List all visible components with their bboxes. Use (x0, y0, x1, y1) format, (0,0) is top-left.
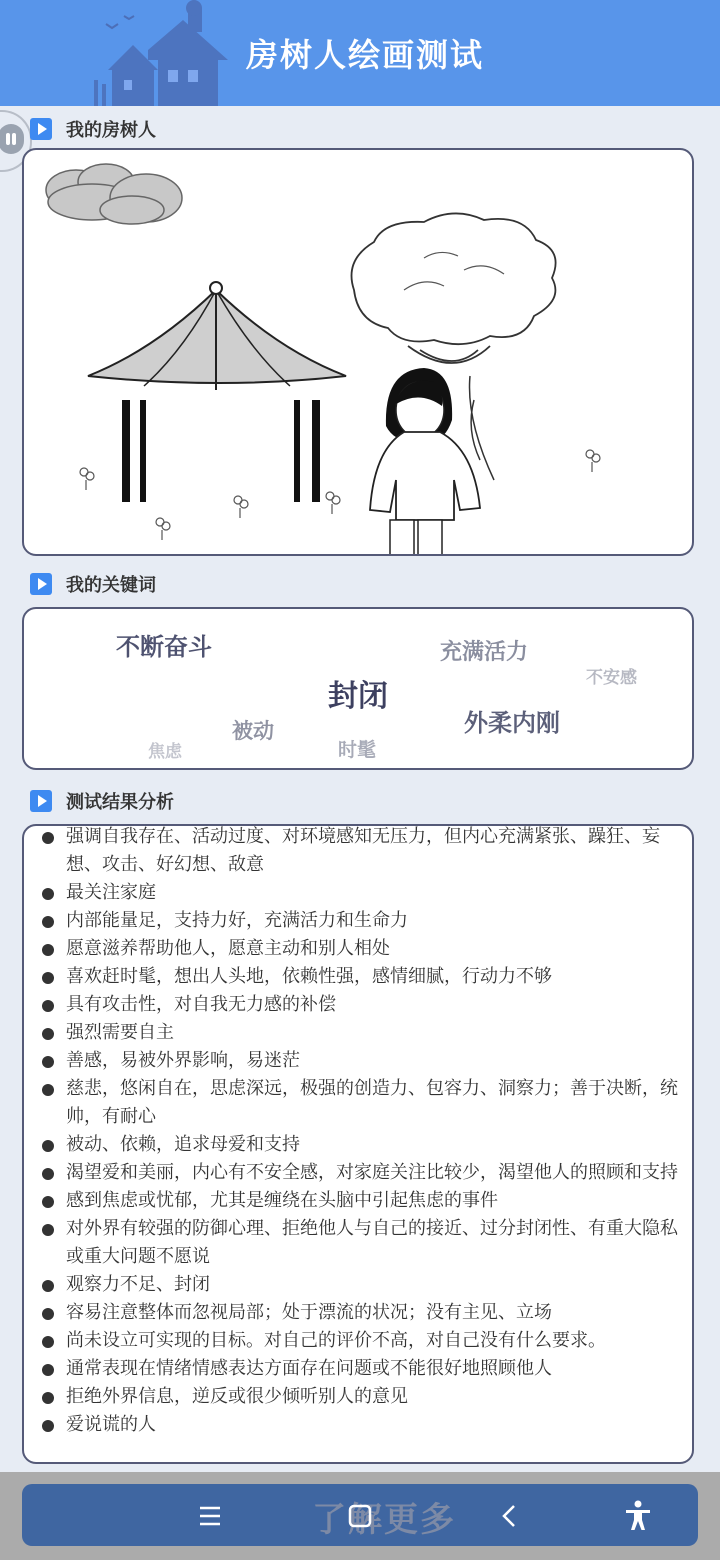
list-item: 内部能量足，支持力好，充满活力和生命力 (40, 907, 682, 935)
list-item: 观察力不足、封闭 (40, 1271, 682, 1299)
list-item: 渴望爱和美丽，内心有不安全感，对家庭关注比较少，渴望他人的照顾和支持 (40, 1159, 682, 1187)
person-icon (370, 368, 480, 554)
list-item: 拒绝外界信息，逆反或很少倾听别人的意见 (40, 1383, 682, 1411)
tree-icon (352, 213, 556, 480)
drawing-card (22, 148, 694, 556)
list-item: 最关注家庭 (40, 879, 682, 907)
cloud-icon (46, 164, 182, 224)
keywords-card (22, 607, 694, 770)
keyword-tag: 封闭 (328, 679, 388, 714)
list-item: 被动、依赖，追求母爱和支持 (40, 1131, 682, 1159)
flower-icon (80, 450, 600, 540)
play-icon (30, 118, 52, 140)
list-item: 具有攻击性，对自我无力感的补偿 (40, 991, 682, 1019)
list-item: 对外界有较强的防御心理、拒绝他人与自己的接近、过分封闭性、有重大隐私或重大问题不愿说 (40, 1215, 682, 1271)
section-title: 我的关键词 (66, 575, 156, 596)
list-item: 强烈需要自主 (40, 1019, 682, 1047)
home-icon[interactable] (340, 1496, 380, 1536)
list-item: 通常表现在情绪情感表达方面存在问题或不能很好地照顾他人 (40, 1355, 682, 1383)
pavilion-icon (88, 282, 346, 502)
analysis-card[interactable] (22, 824, 694, 1464)
learn-more-label: 了解更多 (312, 1500, 456, 1540)
list-item: 善感，易被外界影响，易迷茫 (40, 1047, 682, 1075)
list-item: 喜欢赶时髦，想出人头地，依赖性强，感情细腻，行动力不够 (40, 963, 682, 991)
app-header (0, 0, 720, 106)
learn-more-button[interactable] (22, 1484, 698, 1546)
section-header-analysis (30, 788, 174, 814)
page-title: 房树人绘画测试 (246, 36, 485, 74)
keyword-tag: 充满活力 (440, 640, 529, 665)
list-item: 容易注意整体而忽视局部；处于漂流的状况；没有主见、立场 (40, 1299, 682, 1327)
menu-icon[interactable] (190, 1496, 230, 1536)
keyword-tag: 时髦 (338, 739, 377, 761)
keyword-tag: 被动 (232, 719, 274, 743)
keyword-tag: 外柔内刚 (464, 709, 560, 737)
keyword-tag: 焦虑 (148, 742, 182, 762)
house-illustration-icon (88, 0, 238, 106)
keyword-tag: 不断奋斗 (116, 633, 212, 661)
list-item: 爱说谎的人 (40, 1411, 682, 1439)
accessibility-icon[interactable] (618, 1496, 658, 1536)
list-item: 慈悲，悠闲自在，思虑深远，极强的创造力、包容力、洞察力；善于决断，统帅，有耐心 (40, 1075, 682, 1131)
section-title: 测试结果分析 (66, 792, 174, 813)
back-icon[interactable] (490, 1496, 530, 1536)
list-item: 愿意滋养帮助他人，愿意主动和别人相处 (40, 935, 682, 963)
keyword-tag: 不安感 (586, 668, 637, 688)
list-item: 感到焦虑或忧郁，尤其是缠绕在头脑中引起焦虑的事件 (40, 1187, 682, 1215)
play-icon (30, 790, 52, 812)
analysis-list (40, 824, 682, 1439)
section-title: 我的房树人 (66, 120, 156, 141)
house-tree-person-drawing (24, 150, 692, 554)
list-item: 尚未设立可实现的目标。对自己的评价不高，对自己没有什么要求。 (40, 1327, 682, 1355)
section-header-keywords (30, 571, 156, 597)
list-item: 强调自我存在、活动过度、对环境感知无压力，但内心充满紧张、躁狂、妄想、攻击、好幻想、敌意 (40, 824, 682, 879)
play-icon (30, 573, 52, 595)
section-header-drawing (30, 116, 156, 142)
pause-icon (0, 124, 24, 154)
